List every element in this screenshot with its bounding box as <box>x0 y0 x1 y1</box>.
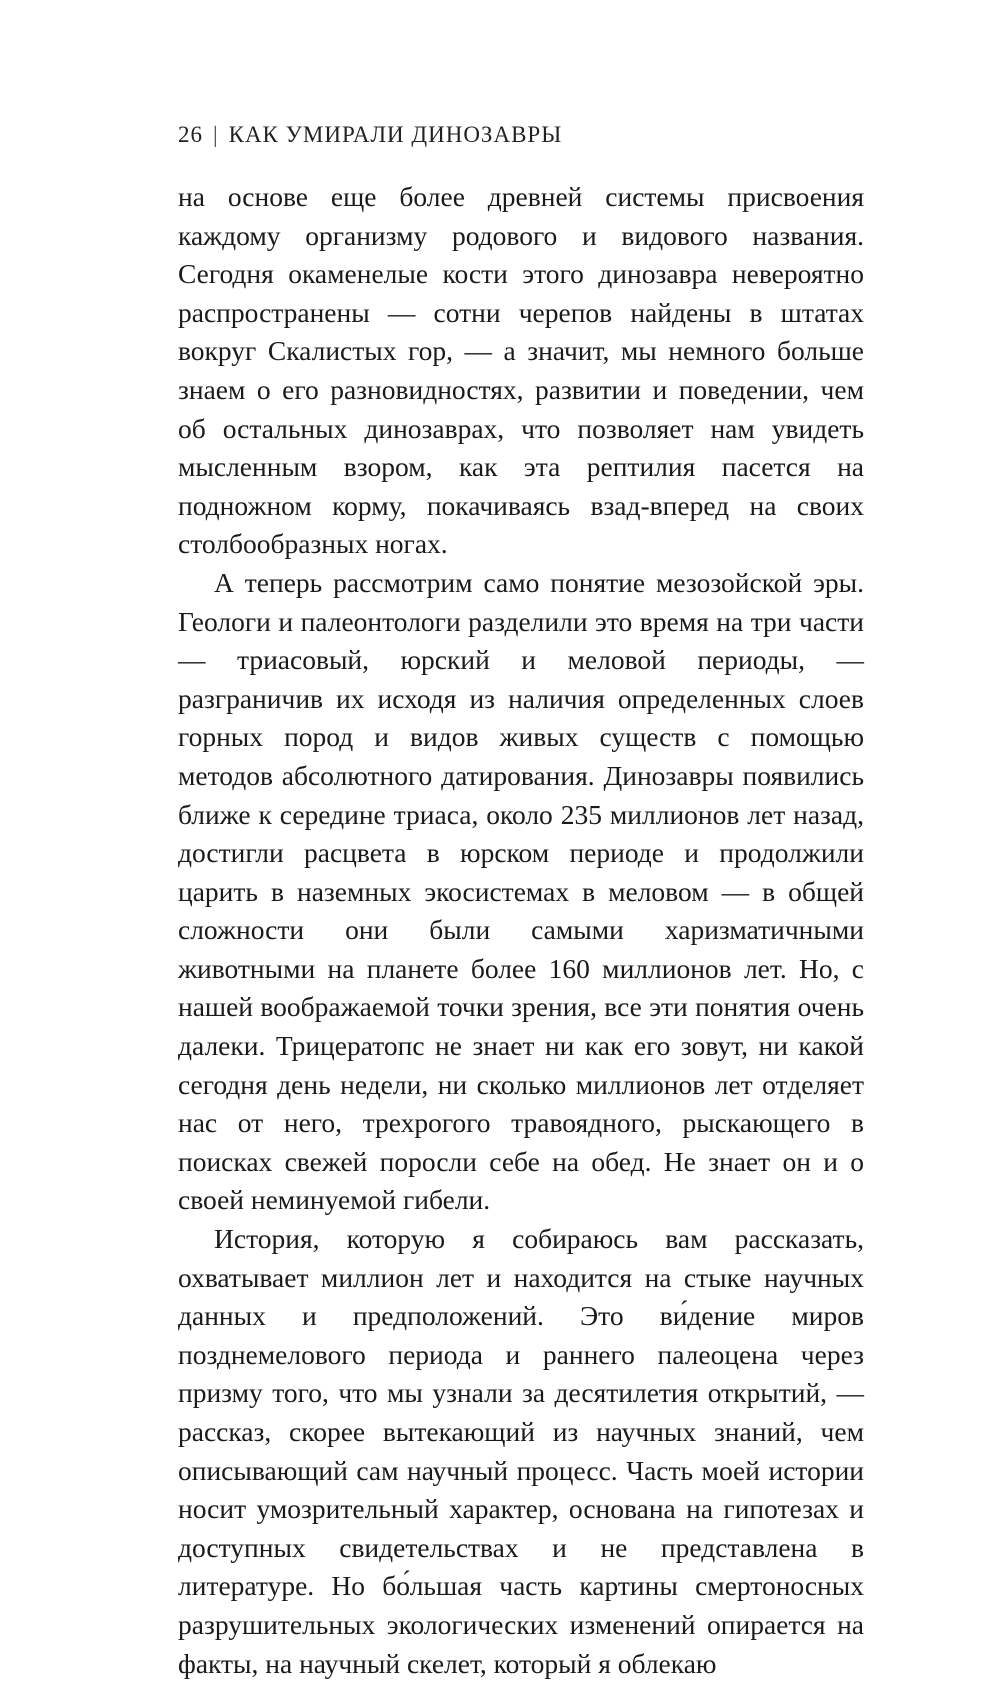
paragraph-3: История, которую я собираюсь вам рассказать, охватывает миллион лет и находится на стыке научных данных и предположений. Это ви́дение миров позднемелового периода и раннего палеоцена через призму того, что мы узнали за десятилетия открытий, — рассказ, скорее вытекающий из научных знаний, чем описывающий сам научный процесс. Часть моей истории носит умозрительный характер, основана на гипотезах и доступных свидетельствах и не представлена в литературе. Но бо́льшая часть картины смертоносных разрушительных экологических изменений опирается на факты, на научный скелет, который я облекаю <box>178 1223 864 1679</box>
body-text <box>178 178 864 1683</box>
book-title: КАК УМИРАЛИ ДИНОЗАВРЫ <box>228 122 563 147</box>
running-header <box>178 122 562 148</box>
header-separator: | <box>213 122 219 147</box>
page-number: 26 <box>178 122 203 147</box>
paragraph-1: на основе еще более древней системы присвоения каждому организму родового и видового названия. Сегодня окаменелые кости этого динозавра невероятно распространены — сотни черепов найдены в штатах вокруг Скалистых гор, — а значит, мы немного больше знаем о его разновидностях, развитии и поведении, чем об остальных динозаврах, что позволяет нам увидеть мысленным взором, как эта рептилия пасется на подножном корму, покачиваясь взад-вперед на своих столбообразных ногах. <box>178 181 864 560</box>
paragraph-2: А теперь рассмотрим само понятие мезозойской эры. Геологи и палеонтологи разделили это время на три части — триасовый, юрский и меловой периоды, — разграничив их исходя из наличия определенных слоев горных пород и видов живых существ с помощью методов абсолютного датирования. Динозавры появились ближе к середине триаса, около 235 миллионов лет назад, достигли расцвета в юрском периоде и продолжили царить в наземных экосистемах в меловом — в общей сложности они были самыми харизматичными животными на планете более 160 миллионов лет. Но, с нашей воображаемой точки зрения, все эти понятия очень далеки. Трицератопс не знает ни как его зовут, ни какой сегодня день недели, ни сколько миллионов лет отделяет нас от него, трехрогого травоядного, рыскающего в поисках свежей поросли себе на обед. Не знает он и о своей неминуемой гибели. <box>178 566 864 1216</box>
